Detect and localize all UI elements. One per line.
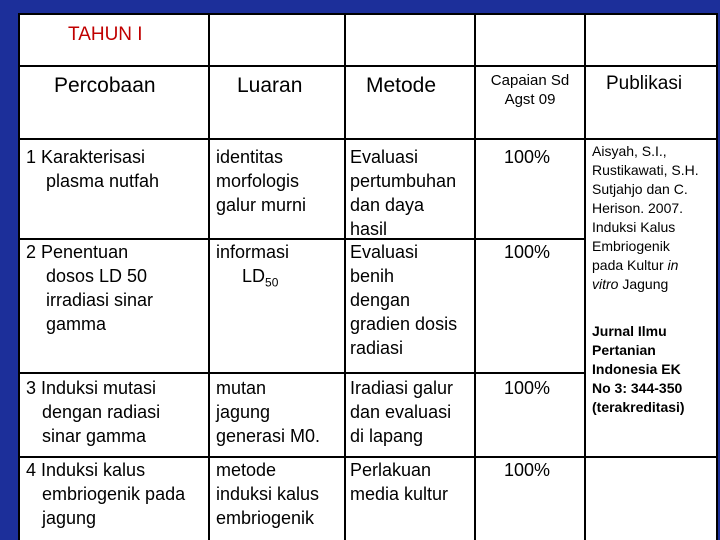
row2-percobaan-text: 2 Penentuan dosos LD 50 irradiasi sinar gamma — [26, 242, 154, 334]
row4-percobaan-text: 4 Induksi kalus embriogenik pada jagung — [26, 460, 186, 528]
title-blank-3 — [474, 13, 584, 65]
header-metode — [344, 65, 474, 138]
row1-metode-text: Evaluasi pertumbuhan dan daya hasil — [350, 147, 457, 238]
row3-metode-text: Iradiasi galur dan evaluasi di lapang — [350, 378, 454, 446]
results-table — [18, 13, 718, 540]
publikasi-blank — [584, 456, 718, 540]
header-capaian — [474, 65, 584, 138]
publikasi-reference-2: Jurnal Ilmu Pertanian Indonesia EK No 3: 344-350 (terakreditasi) — [592, 323, 685, 415]
title-cell — [18, 13, 208, 65]
row2-capaian-value: 100% — [504, 242, 551, 262]
header-percobaan-label: Percobaan — [54, 74, 156, 97]
row1-luaran-text: identitas morfologis galur murni — [216, 147, 307, 215]
row3-luaran-text: mutan jagung generasi M0. — [216, 378, 321, 446]
row1-luaran — [208, 138, 344, 238]
row1-capaian-value: 100% — [504, 147, 551, 167]
row4-metode — [344, 456, 474, 540]
header-capaian-line2: Agst 09 — [504, 91, 556, 108]
row4-percobaan — [18, 456, 208, 540]
row3-metode — [344, 372, 474, 456]
row2-luaran-text: informasi $LD_{50}$ — [216, 242, 290, 290]
header-luaran-label: Luaran — [237, 74, 303, 97]
row4-capaian-value: 100% — [504, 460, 551, 480]
title-blank-1 — [208, 13, 344, 65]
row1-metode — [344, 138, 474, 238]
publikasi-reference-1: Aisyah, S.I., Rustikawati, S.H. Sutjahjo dan C. Herison. 2007. Induksi Kalus Embriogenik pada Kultur in vitro Jagung — [592, 143, 699, 292]
publikasi-cell — [584, 138, 718, 456]
row3-percobaan-text: 3 Induksi mutasi dengan radiasi sinar gamma — [26, 378, 161, 446]
row3-luaran — [208, 372, 344, 456]
row4-luaran-text: metode induksi kalus embriogenik — [216, 460, 320, 528]
header-publikasi-label: Publikasi — [606, 73, 683, 94]
row2-percobaan — [18, 238, 208, 372]
title-blank-2 — [344, 13, 474, 65]
row2-capaian — [474, 238, 584, 372]
header-luaran — [208, 65, 344, 138]
row1-percobaan — [18, 138, 208, 238]
row3-percobaan — [18, 372, 208, 456]
row4-capaian — [474, 456, 584, 540]
row1-percobaan-text: 1 Karakterisasi plasma nutfah — [26, 147, 160, 191]
title-blank-4 — [584, 13, 718, 65]
header-capaian-label — [476, 71, 584, 109]
table-title: TAHUN I — [68, 24, 143, 45]
row3-capaian — [474, 372, 584, 456]
row4-metode-text: Perlakuan media kultur — [350, 460, 449, 504]
header-publikasi — [584, 65, 718, 138]
row1-capaian — [474, 138, 584, 238]
row2-luaran — [208, 238, 344, 372]
row4-luaran — [208, 456, 344, 540]
header-capaian-line1: Capaian Sd — [490, 72, 570, 89]
row2-metode-text: Evaluasi benih dengan gradien dosis radiasi — [350, 242, 458, 358]
header-metode-label: Metode — [366, 74, 437, 97]
header-percobaan — [18, 65, 208, 138]
row3-capaian-value: 100% — [504, 378, 551, 398]
row2-metode — [344, 238, 474, 372]
